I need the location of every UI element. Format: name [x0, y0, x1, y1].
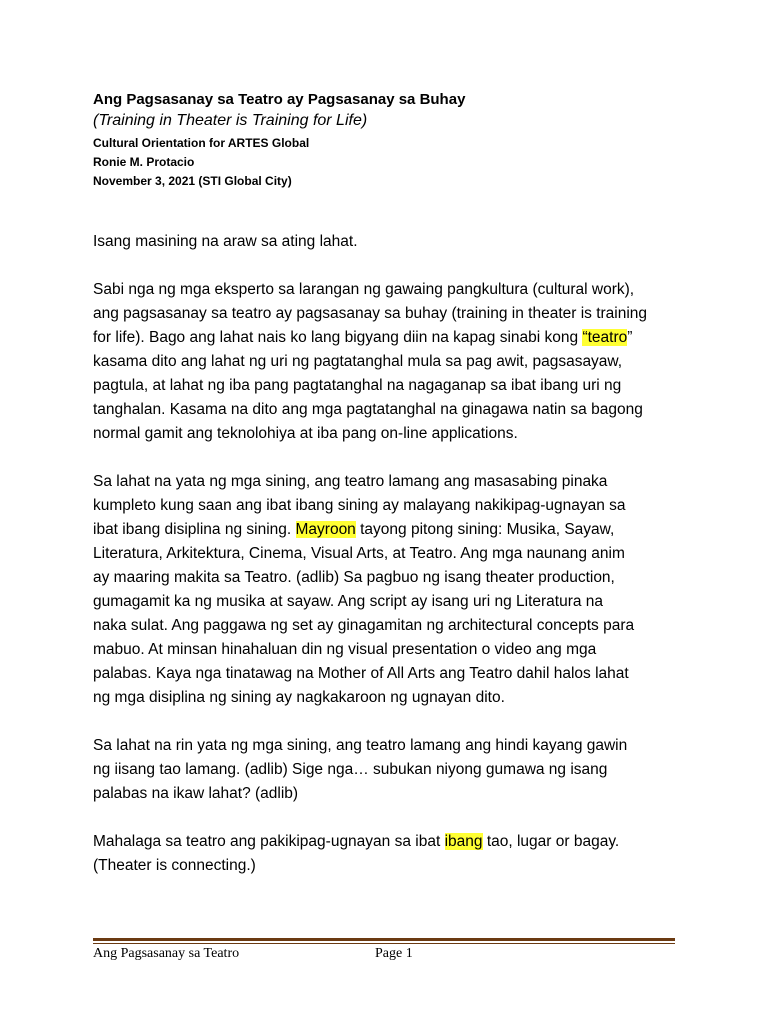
text-line: palabas na ikaw lahat? (adlib)	[93, 785, 299, 802]
text-line: kumpleto kung saan ang ibat ibang sining ay malayang nakikipag-ugnayan sa	[93, 497, 626, 514]
paragraph-intro	[93, 278, 683, 446]
paragraph-greeting	[93, 230, 683, 254]
text-line: Literatura, Arkitektura, Cinema, Visual Arts, at Teatro. Ang mga naunang anim	[93, 545, 625, 562]
text-segment: for life). Bago ang lahat nais ko lang bigyang diin na kapag sinabi kong	[93, 329, 583, 346]
text-line: mabuo. At minsan hinahaluan din ng visual presentation o video ang mga	[93, 641, 597, 658]
text-line: ng mga disiplina ng sining ay nagkakaroon ng ugnayan dito.	[93, 689, 505, 706]
text-segment: ibat ibang disiplina ng sining.	[93, 521, 296, 538]
text-line: Sa lahat na yata ng mga sining, ang teatro lamang ang masasabing pinaka	[93, 473, 608, 490]
paragraph-collaboration	[93, 734, 683, 806]
text-segment: ”	[627, 329, 633, 346]
text-line: ang pagsasanay sa teatro ay pagsasanay sa buhay (training in theater is training	[93, 305, 648, 322]
highlighted-word: “teatro	[582, 329, 628, 346]
text-line	[93, 830, 683, 854]
date-place: November 3, 2021 (STI Global City)	[93, 174, 292, 188]
text-line: gumagamit ka ng musika at sayaw. Ang script ay isang uri ng Literatura na	[93, 593, 604, 610]
text-line: palabas. Kaya nga tinatawag na Mother of All Arts ang Teatro dahil halos lahat	[93, 665, 629, 682]
document-subtitle: (Training in Theater is Training for Life)	[93, 112, 368, 129]
text-segment: tayong pitong sining: Musika, Sayaw,	[355, 521, 615, 538]
highlighted-word: Mayroon	[295, 521, 356, 538]
text-line	[93, 518, 683, 542]
text-line: ay maaring makita sa Teatro. (adlib) Sa pagbuo ng isang theater production,	[93, 569, 615, 586]
highlighted-word: ibang	[444, 833, 483, 850]
text-line: naka sulat. Ang paggawa ng set ay ginagamitan ng architectural concepts para	[93, 617, 635, 634]
text-line: tanghalan. Kasama na dito ang mga pagtatanghal na ginagawa natin sa bagong	[93, 401, 643, 418]
text-line: (Theater is connecting.)	[93, 857, 256, 874]
text-line: Sabi nga ng mga eksperto sa larangan ng gawaing pangkultura (cultural work),	[93, 281, 635, 298]
event-name: Cultural Orientation for ARTES Global	[93, 136, 310, 150]
document-header	[93, 90, 693, 191]
footer-title: Ang Pagsasanay sa Teatro	[93, 946, 240, 961]
document-title: Ang Pagsasanay sa Teatro ay Pagsasanay sa Buhay	[93, 91, 466, 108]
text-line: Isang masining na araw sa ating lahat.	[93, 233, 358, 250]
text-line	[93, 326, 683, 350]
text-segment: Mahalaga sa teatro ang pakikipag-ugnayan sa ibat	[93, 833, 445, 850]
footer-rule-thin	[93, 943, 675, 944]
footer-divider	[93, 938, 675, 944]
text-line: pagtula, at lahat ng iba pang pagtatanghal na nagaganap sa ibat ibang uri ng	[93, 377, 622, 394]
text-line: normal gamit ang teknolohiya at iba pang on-line applications.	[93, 425, 518, 442]
paragraph-connecting	[93, 830, 683, 878]
text-segment: tao, lugar or bagay.	[482, 833, 620, 850]
page-number: Page 1	[375, 946, 413, 961]
document-body	[93, 230, 683, 902]
text-line: Sa lahat na rin yata ng mga sining, ang teatro lamang ang hindi kayang gawin	[93, 737, 628, 754]
author-name: Ronie M. Protacio	[93, 155, 195, 169]
paragraph-arts	[93, 470, 683, 710]
text-line: ng iisang tao lamang. (adlib) Sige nga… subukan niyong gumawa ng isang	[93, 761, 608, 778]
text-line: kasama dito ang lahat ng uri ng pagtatanghal mula sa pag awit, pagsasayaw,	[93, 353, 623, 370]
